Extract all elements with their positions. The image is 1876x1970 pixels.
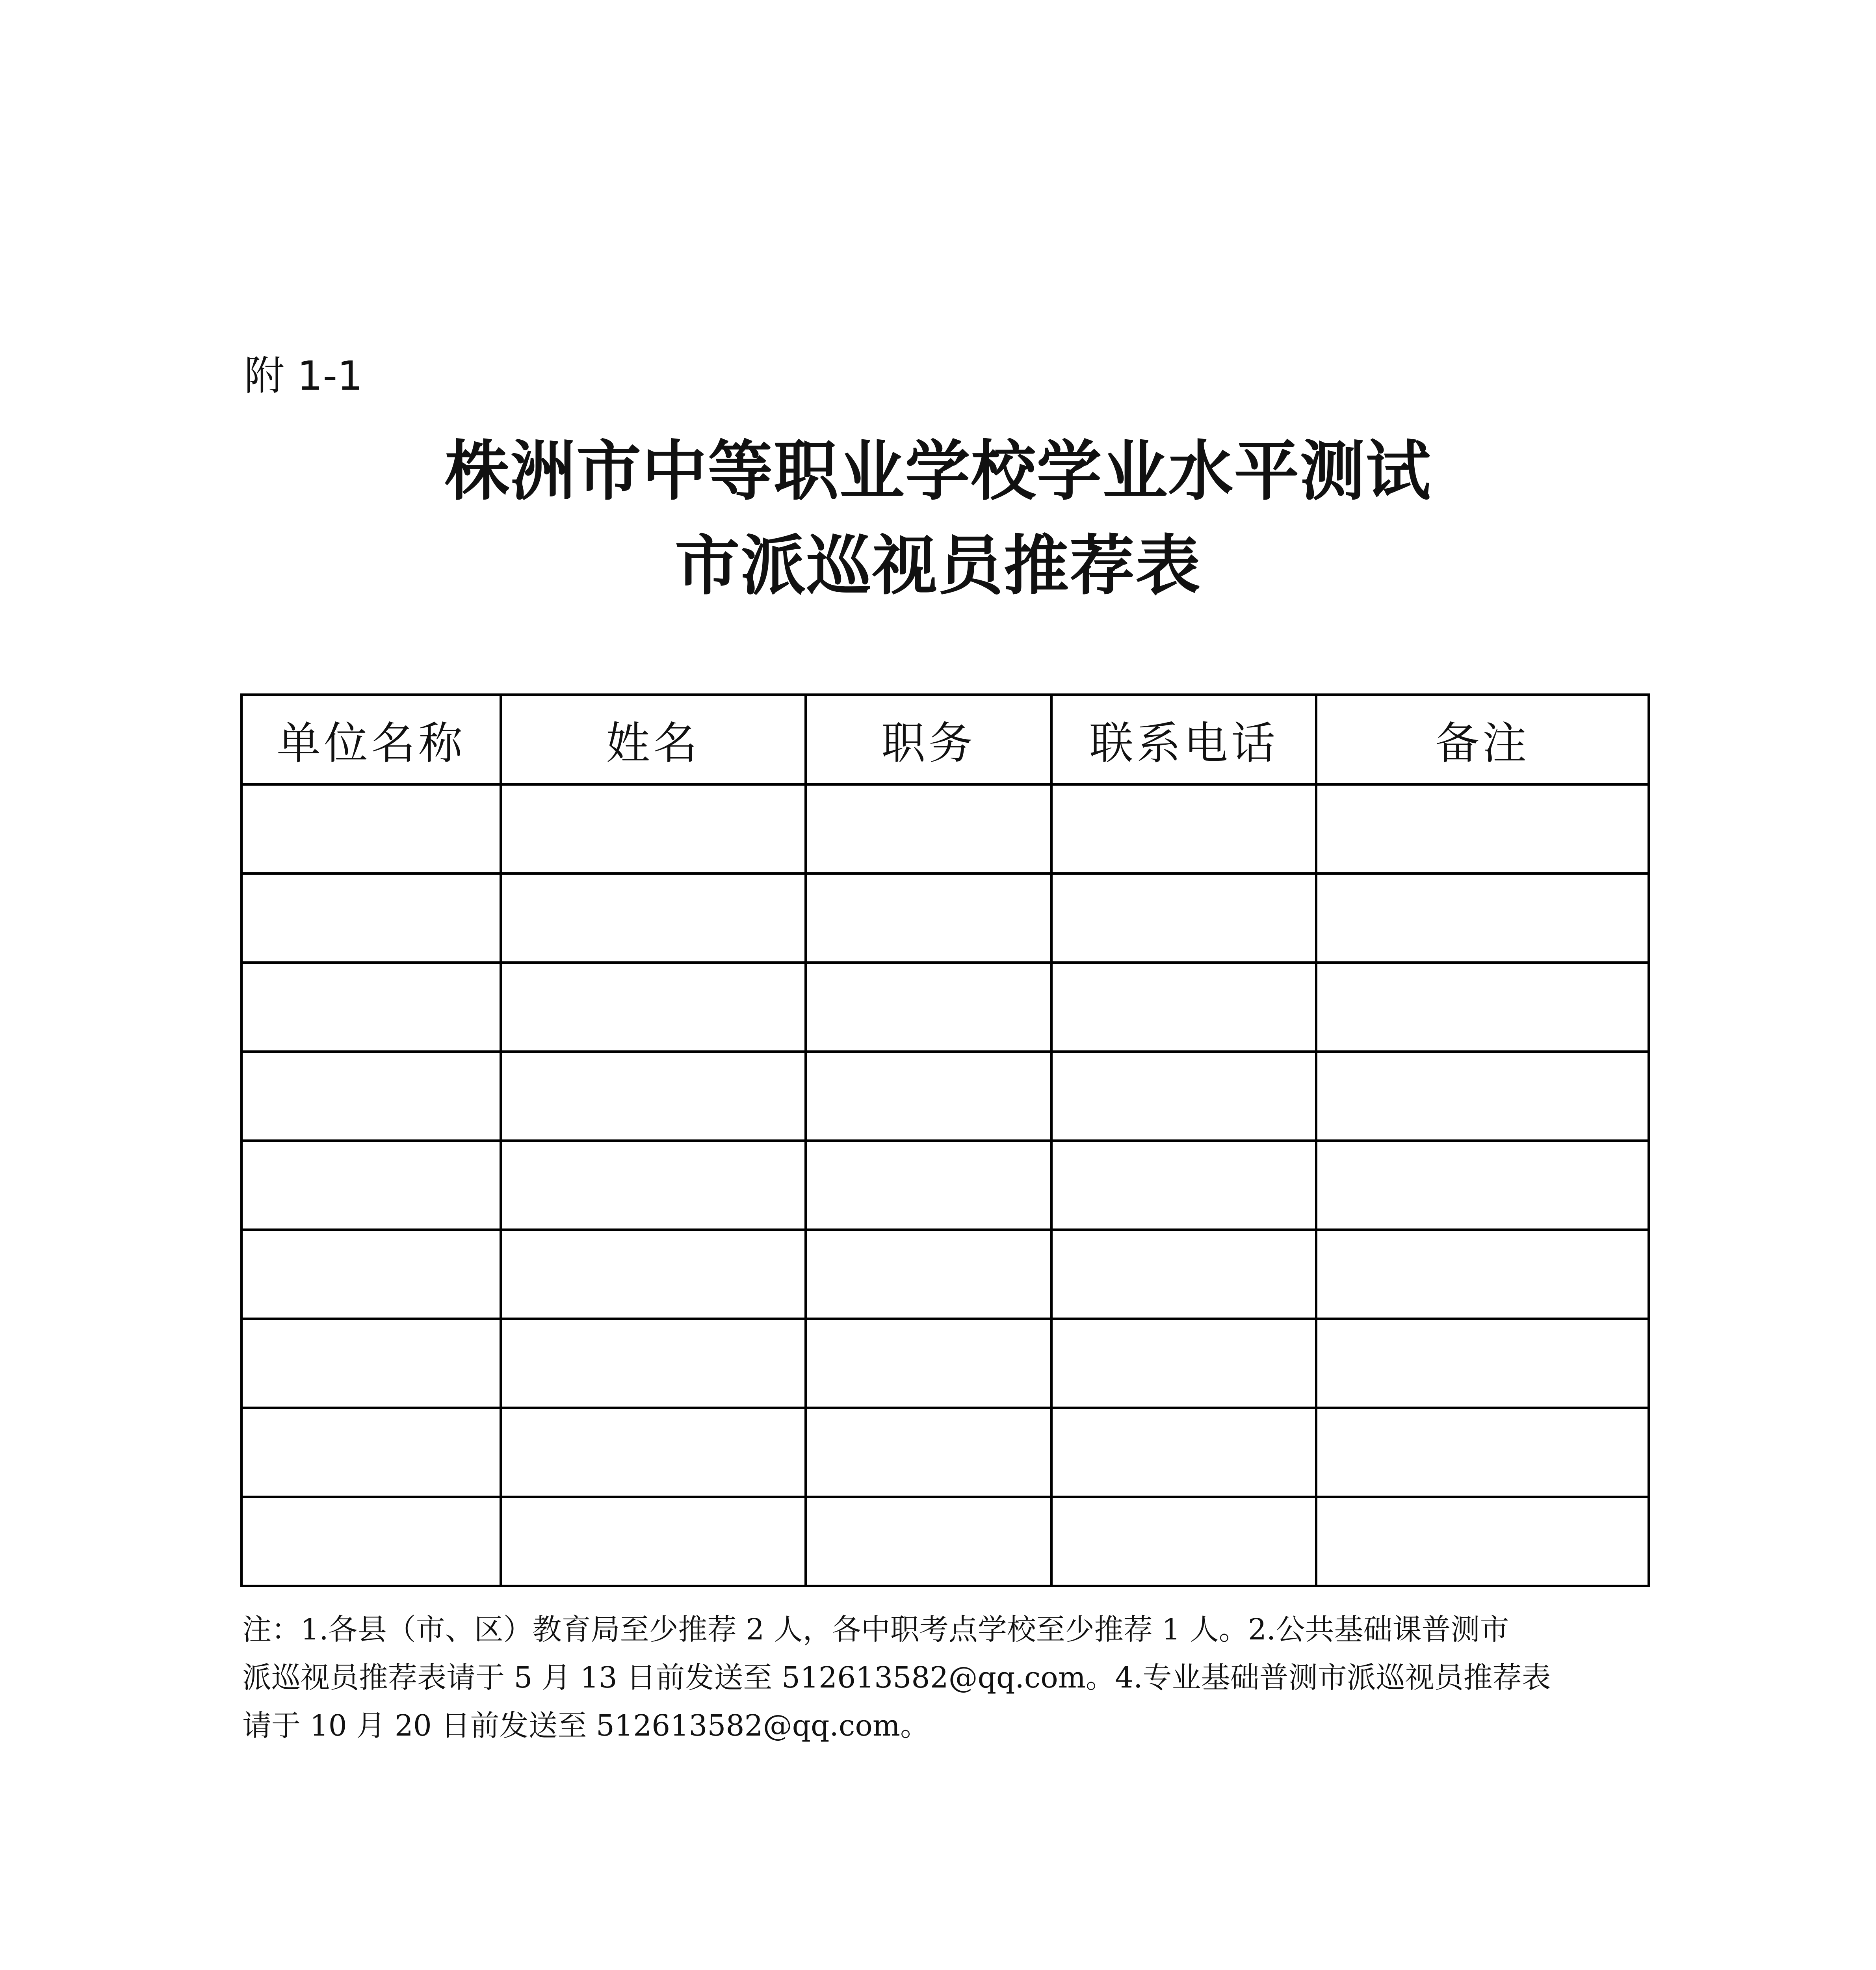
document-title-line-2: 市派巡视员推荐表 bbox=[675, 527, 1201, 604]
table-row bbox=[241, 1230, 1649, 1319]
table-row bbox=[241, 1052, 1649, 1141]
table-body bbox=[241, 784, 1649, 1586]
table-cell bbox=[501, 1408, 806, 1497]
table-cell bbox=[1316, 1319, 1649, 1408]
table-cell bbox=[501, 1052, 806, 1141]
header-phone: 联系电话 bbox=[1051, 695, 1316, 784]
table-cell bbox=[806, 1052, 1051, 1141]
table-cell bbox=[241, 1052, 501, 1141]
table-cell bbox=[241, 1141, 501, 1230]
document-title-line-1: 株洲市中等职业学校学业水平测试 bbox=[444, 433, 1432, 509]
table-row bbox=[241, 1497, 1649, 1586]
table-cell bbox=[1051, 1230, 1316, 1319]
table-row bbox=[241, 1319, 1649, 1408]
table-row bbox=[241, 1141, 1649, 1230]
table-cell bbox=[806, 1230, 1051, 1319]
table-cell bbox=[806, 963, 1051, 1052]
table-header-row bbox=[241, 695, 1649, 784]
table-cell bbox=[1051, 873, 1316, 963]
table-cell bbox=[1051, 1319, 1316, 1408]
header-position: 职务 bbox=[806, 695, 1051, 784]
table-cell bbox=[241, 1319, 501, 1408]
recommendation-table-container bbox=[240, 693, 1648, 1587]
footnote-line: 注：1.各县（市、区）教育局至少推荐 2 人，各中职考点学校至少推荐 1 人。2.公共基础课普测市 bbox=[242, 1613, 1509, 1647]
table-cell bbox=[1316, 1408, 1649, 1497]
attachment-label: 附 1-1 bbox=[244, 353, 363, 400]
table-cell bbox=[241, 784, 501, 873]
table-cell bbox=[1316, 1230, 1649, 1319]
table-cell bbox=[501, 1141, 806, 1230]
table-cell bbox=[1051, 1408, 1316, 1497]
table-cell bbox=[806, 1497, 1051, 1586]
table-cell bbox=[241, 873, 501, 963]
table-cell bbox=[1051, 784, 1316, 873]
table-cell bbox=[241, 963, 501, 1052]
table-cell bbox=[806, 873, 1051, 963]
table-cell bbox=[1051, 1497, 1316, 1586]
table-cell bbox=[501, 1230, 806, 1319]
table-row bbox=[241, 963, 1649, 1052]
table-cell bbox=[501, 873, 806, 963]
table-cell bbox=[1316, 1141, 1649, 1230]
footnote-line: 派巡视员推荐表请于 5 月 13 日前发送至 512613582@qq.com。4.专业基础普测市派巡视员推荐表 bbox=[242, 1661, 1551, 1695]
table-cell bbox=[806, 1408, 1051, 1497]
table-cell bbox=[806, 784, 1051, 873]
header-remarks: 备注 bbox=[1316, 695, 1649, 784]
table-cell bbox=[241, 1497, 501, 1586]
table-cell bbox=[806, 1141, 1051, 1230]
table-cell bbox=[241, 1408, 501, 1497]
table-cell bbox=[1316, 1497, 1649, 1586]
table-cell bbox=[1051, 1141, 1316, 1230]
table-cell bbox=[1316, 784, 1649, 873]
table-row bbox=[241, 784, 1649, 873]
table-row bbox=[241, 1408, 1649, 1497]
footnote-line: 请于 10 月 20 日前发送至 512613582@qq.com。 bbox=[242, 1709, 930, 1743]
header-name: 姓名 bbox=[501, 695, 806, 784]
table-cell bbox=[1316, 873, 1649, 963]
table-cell bbox=[501, 1319, 806, 1408]
table-cell bbox=[501, 784, 806, 873]
table-cell bbox=[501, 963, 806, 1052]
table-cell bbox=[241, 1230, 501, 1319]
table-cell bbox=[1316, 1052, 1649, 1141]
table-cell bbox=[1316, 963, 1649, 1052]
table-cell bbox=[806, 1319, 1051, 1408]
footnote bbox=[242, 1606, 1647, 1750]
table-cell bbox=[501, 1497, 806, 1586]
table-cell bbox=[1051, 1052, 1316, 1141]
header-unit-name: 单位名称 bbox=[241, 695, 501, 784]
recommendation-table bbox=[240, 693, 1650, 1587]
table-cell bbox=[1051, 963, 1316, 1052]
table-row bbox=[241, 873, 1649, 963]
